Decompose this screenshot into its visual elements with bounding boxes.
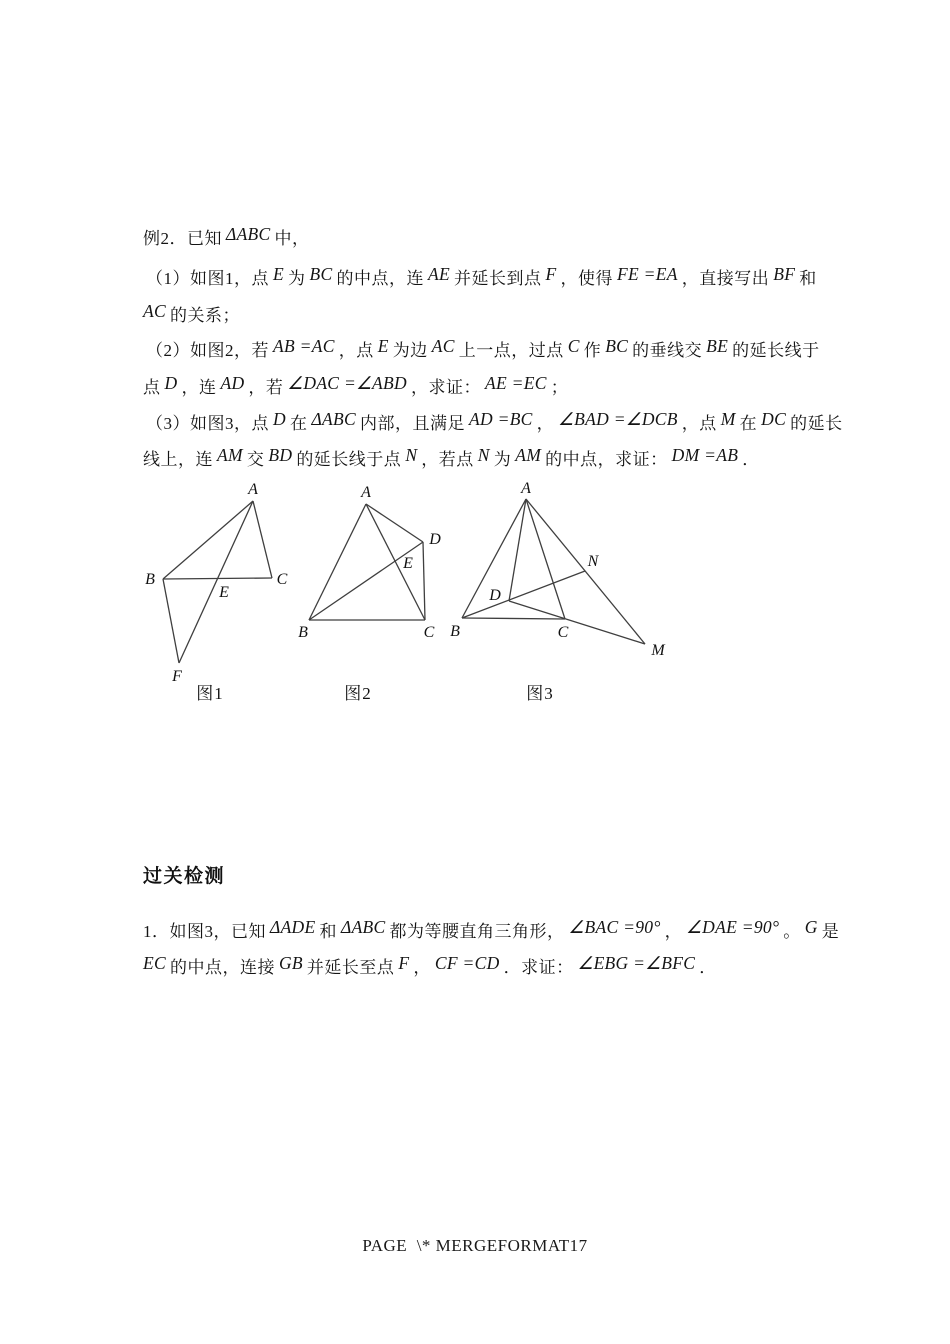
math-expression: ΔABC (311, 409, 356, 429)
section-heading: 过关检测 (143, 866, 226, 887)
text-run: 为 (288, 269, 306, 288)
text-run: ． (742, 450, 760, 469)
text-line (143, 955, 717, 980)
edge-CD (423, 542, 425, 620)
text-run: （3）如图3，点 (146, 414, 269, 433)
edge-AM (526, 499, 645, 644)
text-run: 线上，连 (143, 450, 213, 469)
text-run: 并延长到点 (453, 269, 542, 288)
math-expression: AC (143, 301, 166, 321)
edge-AB (309, 504, 366, 620)
edge-DA (366, 504, 423, 542)
math-expression: BF (773, 264, 796, 284)
math-expression: AD (220, 373, 245, 393)
vertex-label-B: B (450, 623, 460, 640)
text-run: 在 (289, 414, 308, 433)
text-run: ，点 (338, 341, 374, 360)
math-expression: GB (278, 953, 303, 973)
math-expression: AE =EC (484, 373, 547, 393)
math-expression: AM (515, 445, 542, 465)
text-run: ， (536, 414, 555, 433)
text-run: 1．如图3，已知 (143, 922, 266, 941)
text-run: 的中点，连 (336, 269, 424, 288)
figure-2 (298, 484, 441, 703)
vertex-label-M: M (651, 642, 665, 659)
text-run: 并延长至点 (306, 958, 395, 977)
math-expression: AD =BC (468, 409, 533, 429)
vertex-label-A: A (361, 484, 371, 501)
text-run: 和 (319, 922, 337, 941)
text-run: ． (699, 958, 717, 977)
math-expression: E (273, 264, 284, 284)
text-line (146, 338, 820, 363)
edge-DM (509, 601, 645, 644)
text-line (143, 226, 310, 251)
text-run: 作 (583, 341, 602, 360)
math-expression: N (405, 445, 418, 465)
edge-BN (462, 571, 585, 618)
text-run: 例2．已知 (143, 229, 222, 248)
text-run: ，直接写出 (681, 269, 770, 288)
math-expression: ΔADE (270, 917, 316, 937)
text-line (143, 303, 240, 328)
math-expression: ΔABC (226, 224, 271, 244)
math-expression: BC (605, 336, 629, 356)
vertex-label-D: D (489, 587, 501, 604)
text-run: 。 (783, 922, 801, 941)
text-run: 是 (821, 922, 840, 941)
text-run: 的延长线于点 (296, 450, 402, 469)
text-run: ， (413, 958, 431, 977)
text-run: 的中点，求证： (545, 450, 668, 469)
figure-3-caption: 图3 (526, 684, 554, 703)
math-expression: EC (143, 953, 166, 973)
math-expression: M (720, 409, 736, 429)
text-run: ，使得 (560, 269, 613, 288)
text-run: ，求证： (410, 378, 481, 397)
vertex-label-F: F (172, 668, 182, 685)
text-line (146, 411, 843, 436)
text-run: ，连 (181, 378, 217, 397)
math-expression: F (398, 953, 410, 973)
text-run: 为边 (392, 341, 428, 360)
text-run: 为 (493, 450, 512, 469)
text-run: （1）如图1，点 (146, 269, 269, 288)
figure-2-caption: 图2 (344, 684, 372, 703)
math-expression: E (377, 336, 389, 356)
math-expression: ∠EBG =∠BFC (577, 953, 696, 973)
math-expression: F (545, 264, 557, 284)
vertex-label-C: C (423, 624, 435, 641)
text-run: 和 (799, 269, 817, 288)
math-expression: DC (761, 409, 787, 429)
text-line (143, 447, 760, 472)
edge-AB (163, 501, 253, 579)
math-expression: AM (217, 445, 243, 465)
math-expression: BD (268, 445, 293, 465)
math-expression: AB =AC (273, 336, 335, 356)
math-expression: N (477, 445, 490, 465)
text-run: ； (550, 378, 569, 397)
vertex-label-A: A (248, 481, 258, 498)
math-expression: BC (309, 264, 333, 284)
vertex-label-C: C (557, 624, 569, 641)
text-run: 点 (143, 378, 161, 397)
text-run: 的中点，连接 (169, 958, 275, 977)
text-run: ，点 (681, 414, 717, 433)
vertex-label-E: E (219, 584, 229, 601)
vertex-label-C: C (276, 571, 288, 588)
text-run: ．求证： (503, 958, 574, 977)
text-run: 上一点，过点 (458, 341, 564, 360)
vertex-label-E: E (403, 555, 413, 572)
vertex-label-B: B (298, 624, 308, 641)
math-expression: ∠BAD =∠DCB (558, 409, 678, 429)
edge-AC (526, 499, 565, 619)
text-run: 交 (246, 450, 265, 469)
vertex-label-A: A (521, 480, 531, 497)
vertex-label-D: D (429, 531, 441, 548)
math-expression: ∠BAC =90° (568, 917, 661, 937)
math-expression: CF =CD (434, 953, 500, 973)
math-expression: C (567, 336, 580, 356)
text-line (143, 375, 568, 400)
text-run: 都为等腰直角三角形， (389, 922, 565, 941)
math-expression: G (804, 917, 818, 937)
edge-AF (179, 501, 253, 663)
text-run: 的关系； (169, 306, 240, 325)
math-expression: ΔABC (341, 917, 386, 937)
edge-BC (462, 618, 565, 619)
figure-1 (145, 481, 288, 703)
math-expression: AE (427, 264, 450, 284)
text-run: ， (664, 922, 683, 941)
math-expression: DM =AB (671, 445, 739, 465)
text-run: 在 (739, 414, 758, 433)
math-expression: D (273, 409, 286, 429)
text-run: 中， (274, 229, 310, 248)
text-line (143, 919, 839, 944)
page-footer-field: PAGE \* MERGEFORMAT17 (362, 1236, 588, 1255)
math-expression: BE (706, 336, 729, 356)
text-line (146, 266, 817, 291)
text-run: 的延长线于 (732, 341, 820, 360)
vertex-label-B: B (145, 571, 155, 588)
text-run: 内部，且满足 (359, 414, 465, 433)
text-run: （2）如图2，若 (146, 341, 269, 360)
edge-BD (309, 542, 423, 620)
edge-BF (163, 579, 179, 663)
math-expression: ∠DAE =90° (686, 917, 780, 937)
math-expression: ∠DAC =∠ABD (287, 373, 407, 393)
vertex-label-N: N (587, 553, 599, 570)
figure-3 (450, 480, 666, 703)
figure-1-caption: 图1 (196, 684, 224, 703)
edge-AC (253, 501, 272, 578)
math-expression: D (164, 373, 178, 393)
text-run: 的垂线交 (632, 341, 703, 360)
math-expression: FE =EA (616, 264, 678, 284)
text-run: ，若点 (421, 450, 474, 469)
math-expression: AC (431, 336, 455, 356)
text-run: ，若 (248, 378, 284, 397)
geometry-figures (140, 480, 700, 710)
text-run: 的延长 (790, 414, 843, 433)
edge-AC (366, 504, 425, 620)
